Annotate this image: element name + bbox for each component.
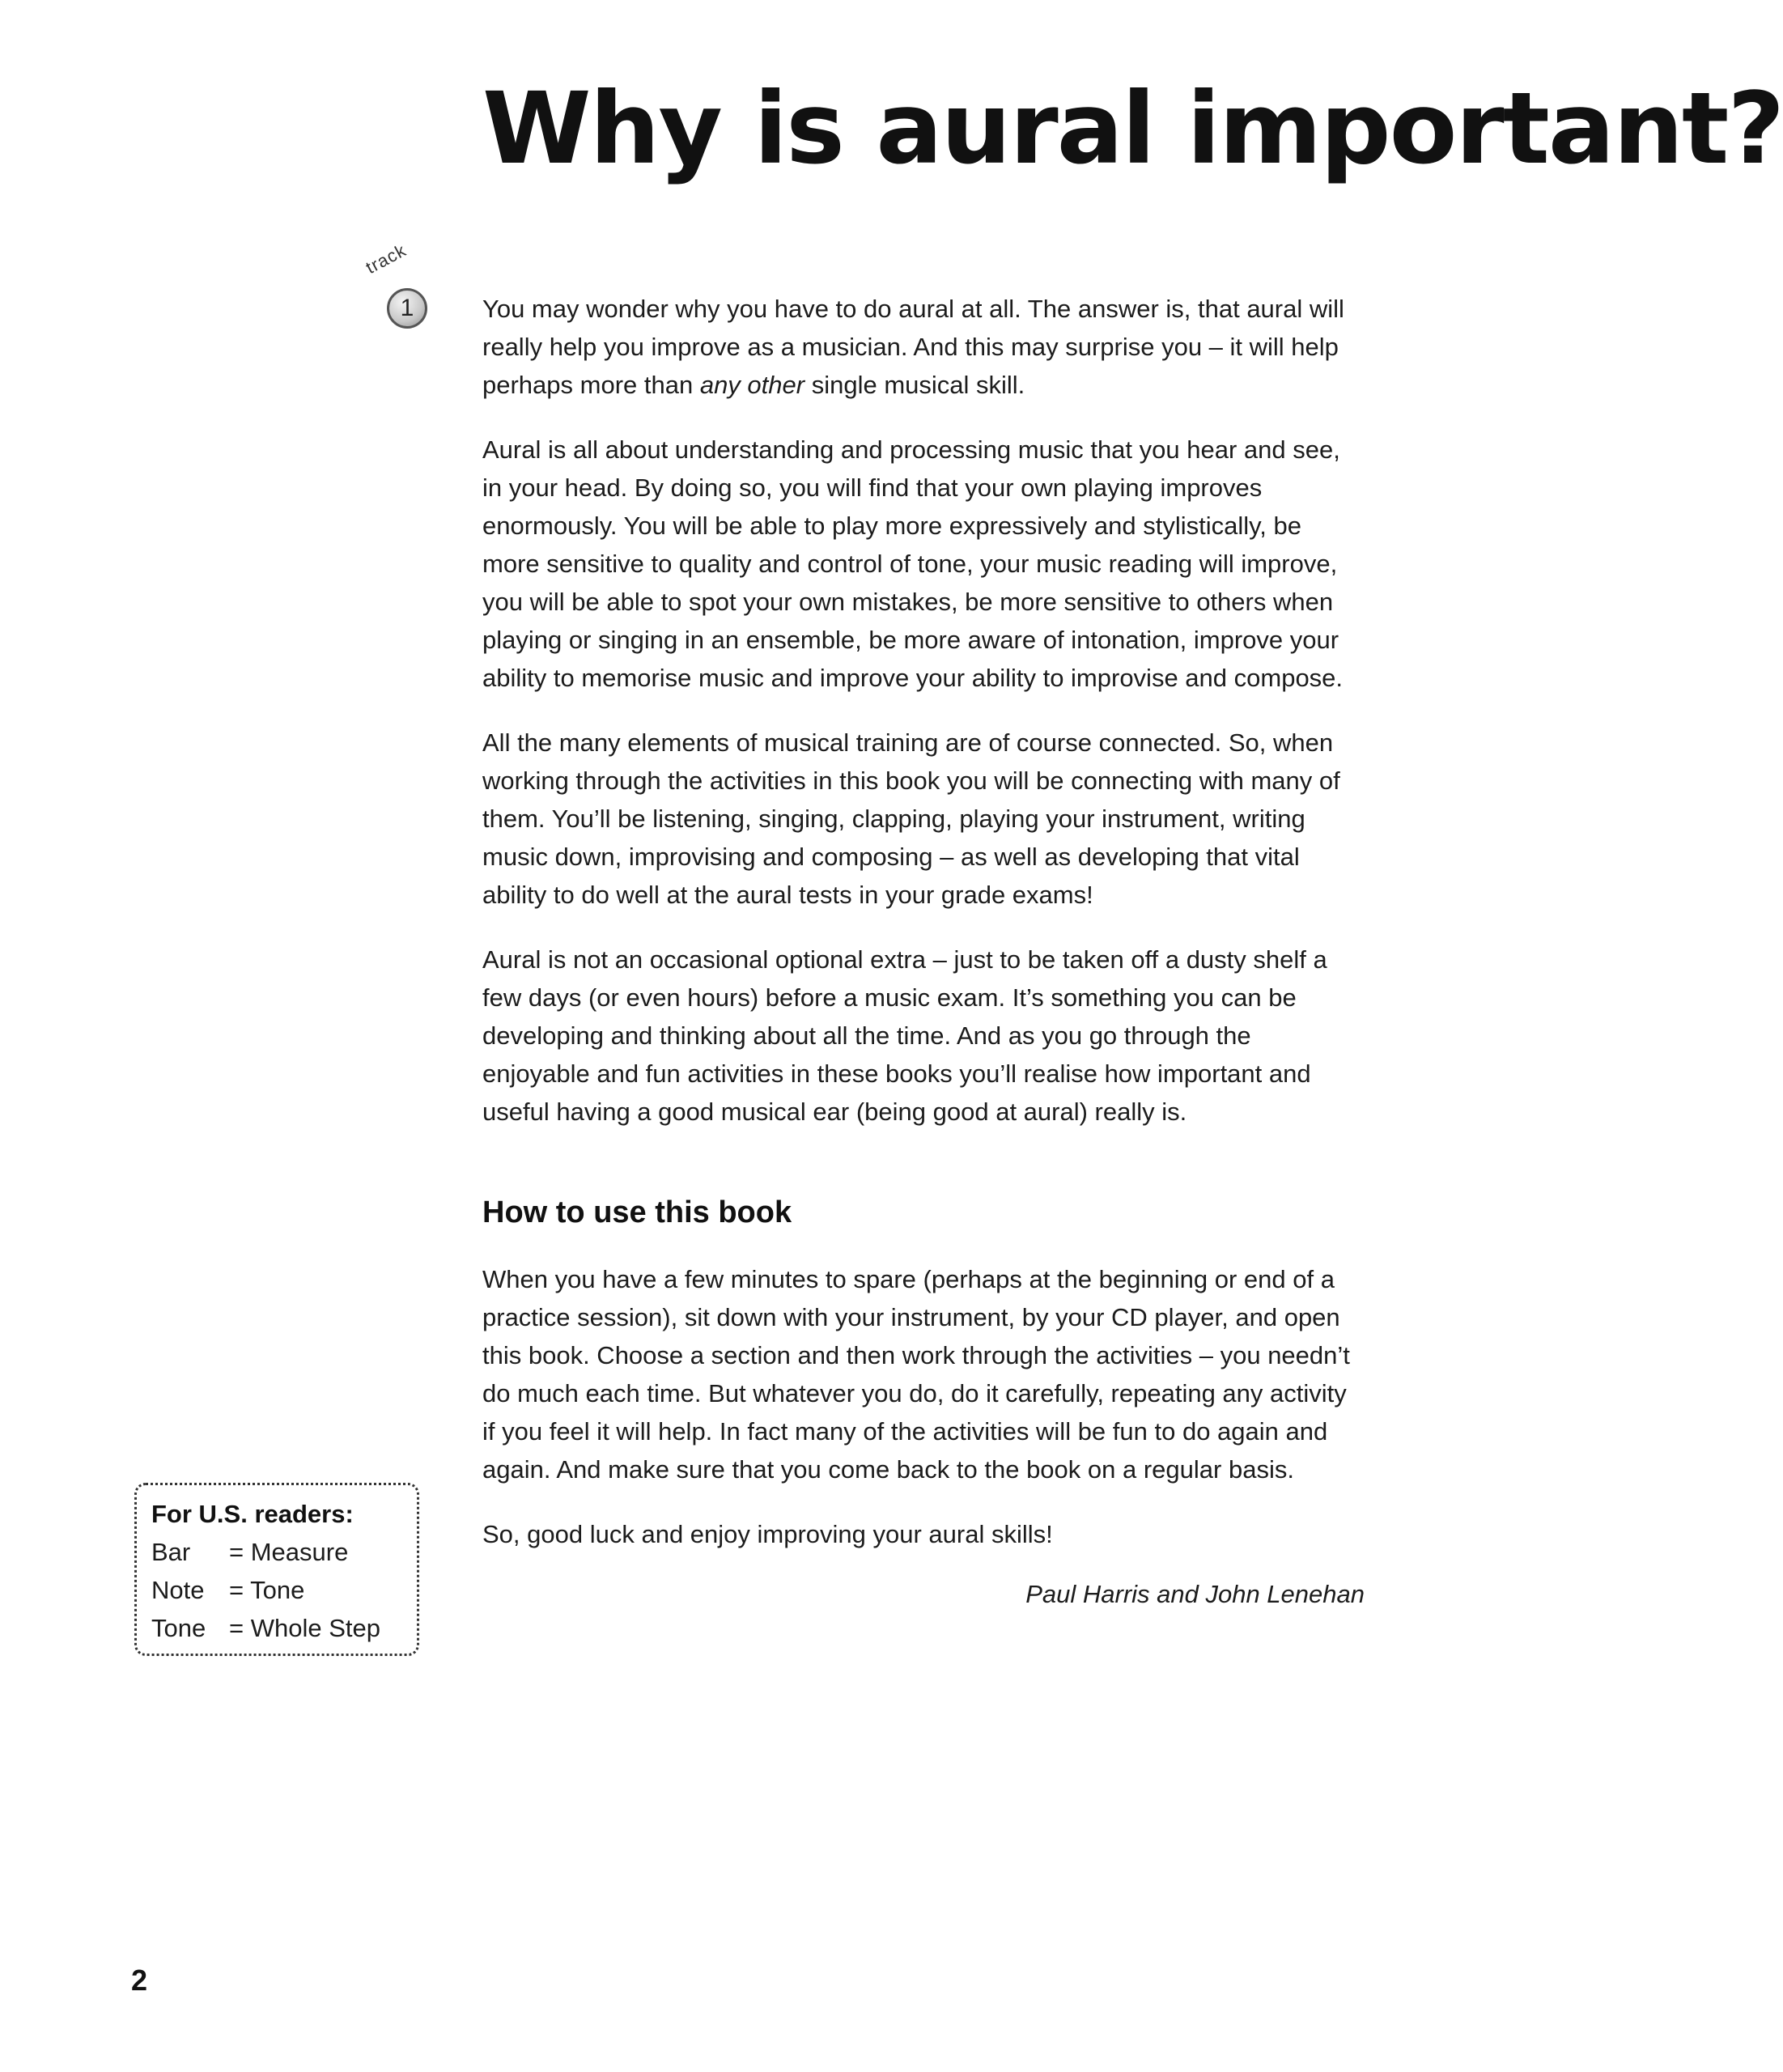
glossary-equivalent: = Measure [229, 1538, 349, 1566]
glossary-equivalent: = Tone [229, 1576, 305, 1604]
author-signature: Paul Harris and John Lenehan [1025, 1580, 1365, 1608]
page-number: 2 [131, 1964, 148, 1997]
glossary-term: Note [151, 1576, 205, 1604]
us-readers-box [134, 1483, 419, 1656]
section-heading: How to use this book [482, 1195, 792, 1229]
track-label: track [362, 240, 410, 278]
cd-icon [387, 288, 427, 329]
glossary-row [151, 1609, 417, 1647]
intro-paragraph-2: Aural is all about understanding and processing music that you hear and see, in your head. By doing so, you will find that your own playing improves enormously. You will be able to play more expressively and stylistically, be more sensitive to quality and control of tone, your music reading will improve, you will be able to spot your own mistakes, be more sensitive to others when playing or singing in an ensemble, be more aware of intonation, improve your ability to memorise music and improve your ability to improvise and compose. [482, 435, 1344, 692]
page-title: Why is aural important? [482, 71, 1783, 186]
track-number: 1 [400, 295, 414, 321]
main-text [482, 290, 1365, 1609]
intro-paragraph-1-end: single musical skill. [804, 371, 1025, 399]
track-badge [362, 240, 445, 346]
us-readers-title: For U.S. readers: [151, 1500, 354, 1528]
glossary-row [151, 1571, 417, 1609]
intro-paragraph-3: All the many elements of musical training are of course connected. So, when working through the activities in this book you will be connecting with many of them. You’ll be listening, singing, clapping, playing your instrument, writing music down, improvising and composing – as well as developing that vital ability to do well at the aural tests in your grade exams! [482, 728, 1340, 909]
intro-paragraph-1-start: You may wonder why you have to do aural at all. The answer is, that aural will really help you improve as a musician. And this may surprise you – it will help perhaps more than [482, 295, 1344, 399]
intro-paragraph-1 [482, 290, 1365, 404]
emphasis-text: any other [699, 371, 805, 399]
glossary-term: Tone [151, 1614, 206, 1642]
how-to-paragraph-1: When you have a few minutes to spare (perhaps at the beginning or end of a practice session), sit down with your instrument, by your CD player, and open this book. Choose a section and then work through the activities – you needn’t do much each time. But whatever you do, do it carefully, repeating any activity if you feel it will help. In fact many of the activities will be fun to do again and again. And make sure that you come back to the book on a regular basis. [482, 1265, 1350, 1484]
glossary-equivalent: = Whole Step [229, 1614, 380, 1642]
how-to-paragraph-2: So, good luck and enjoy improving your aural skills! [482, 1520, 1053, 1548]
glossary-row [151, 1533, 417, 1571]
glossary-term: Bar [151, 1538, 191, 1566]
intro-paragraph-4: Aural is not an occasional optional extra – just to be taken off a dusty shelf a few days (or even hours) before a music exam. It’s something you can be developing and thinking about all the time. And as you go through the enjoyable and fun activities in these books you’ll realise how important and useful having a good musical ear (being good at aural) really is. [482, 945, 1327, 1126]
